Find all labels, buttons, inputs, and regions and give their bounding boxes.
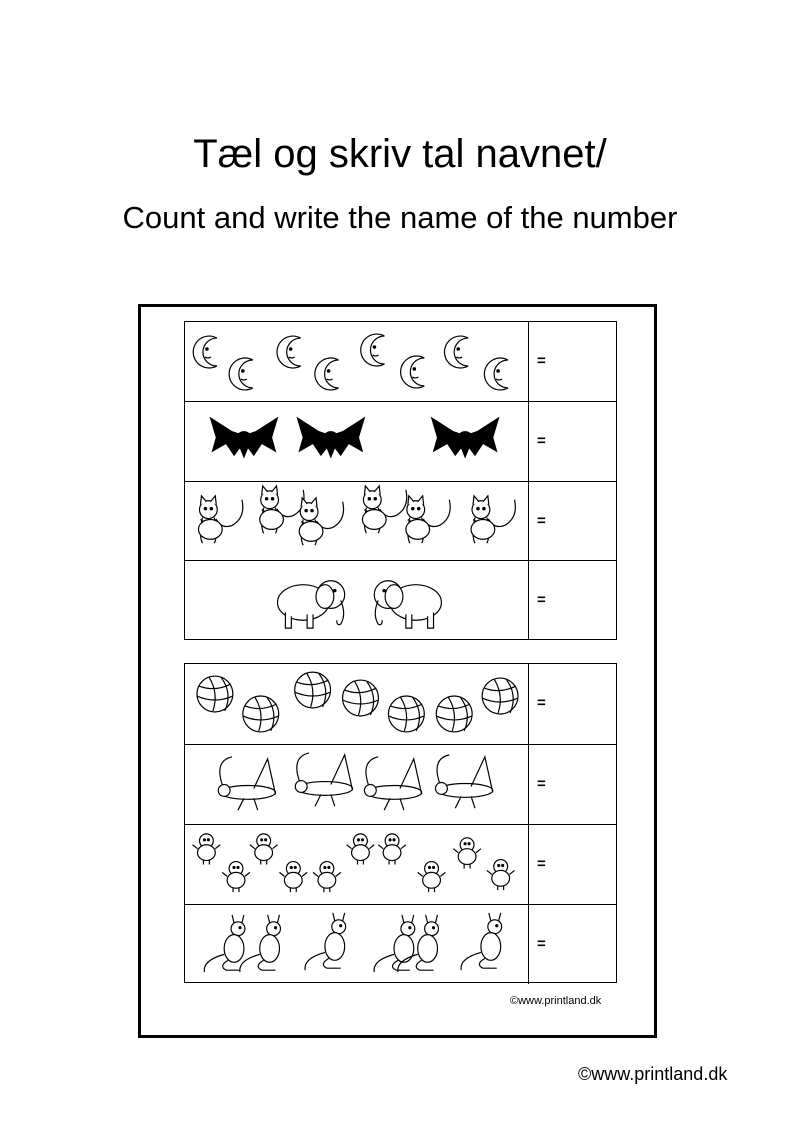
- grasshopper-icon: [218, 757, 275, 810]
- exercise-row: [185, 401, 616, 481]
- ball-icon: [295, 672, 331, 708]
- bat-icon: [432, 418, 499, 458]
- grasshopper-icon: [364, 757, 421, 810]
- chick-icon: [347, 834, 375, 865]
- exercise-table-1: [184, 321, 617, 640]
- chick-icon: [222, 862, 250, 893]
- chick-icon: [193, 834, 221, 865]
- exercise-row: [185, 904, 616, 984]
- equals-sign: =: [537, 512, 546, 530]
- moon-icon: [444, 336, 468, 368]
- chick-icon: [487, 860, 515, 891]
- kangaroo-icon: [240, 915, 281, 972]
- elephant-pictures: [185, 561, 529, 640]
- grasshopper-icon: [295, 753, 352, 806]
- grasshopper-pictures: [185, 745, 529, 824]
- moon-icon: [401, 356, 425, 388]
- moon-icon: [277, 336, 301, 368]
- bat-icon: [210, 418, 277, 458]
- moon-icon: [229, 358, 253, 390]
- chick-icon: [313, 862, 341, 893]
- worksheet-credit: ©www.printland.dk: [510, 995, 602, 1007]
- equals-sign: =: [537, 775, 546, 793]
- moon-icon: [361, 334, 385, 366]
- cat-icon: [199, 496, 243, 543]
- kangaroo-icon: [305, 913, 346, 970]
- exercise-row: [185, 322, 616, 402]
- chick-icon: [453, 838, 481, 869]
- bat-icon: [297, 418, 364, 458]
- equals-sign: =: [537, 591, 546, 609]
- exercise-table-2: [184, 663, 617, 983]
- equals-sign: =: [537, 935, 546, 953]
- moon-icon: [193, 336, 217, 368]
- cat-icon: [471, 496, 515, 543]
- page-subtitle: Count and write the name of the number: [122, 200, 678, 235]
- chick-icon: [250, 834, 278, 865]
- chick-icon: [279, 862, 307, 893]
- cat-pictures: [185, 482, 529, 561]
- ball-icon: [388, 696, 424, 732]
- elephant-icon: [374, 581, 441, 628]
- moon-icon: [315, 358, 339, 390]
- page-credit: ©www.printland.dk: [578, 1064, 728, 1084]
- chick-icon: [418, 862, 446, 893]
- exercise-row: [185, 744, 616, 824]
- ball-icon: [482, 678, 518, 714]
- moon-icon: [484, 358, 508, 390]
- exercise-row: [185, 664, 616, 744]
- cat-icon: [406, 496, 450, 543]
- kangaroo-icon: [461, 913, 502, 970]
- moon-pictures: [185, 322, 529, 402]
- exercise-row: [185, 481, 616, 561]
- cat-icon: [299, 498, 343, 545]
- cat-icon: [260, 486, 304, 533]
- ball-icon: [436, 696, 472, 732]
- kangaroo-icon: [204, 915, 245, 972]
- exercise-row: [185, 824, 616, 904]
- equals-sign: =: [537, 352, 546, 370]
- grasshopper-icon: [436, 755, 493, 808]
- cat-icon: [362, 486, 406, 533]
- elephant-icon: [278, 581, 345, 628]
- ball-icon: [197, 676, 233, 712]
- bat-pictures: [185, 402, 529, 481]
- chick-icon: [378, 834, 406, 865]
- kangaroo-icon: [374, 915, 415, 972]
- equals-sign: =: [537, 694, 546, 712]
- equals-sign: =: [537, 855, 546, 873]
- exercise-row: [185, 560, 616, 640]
- kangaroo-pictures: [185, 905, 529, 984]
- ball-pictures: [185, 664, 529, 744]
- chick-pictures: [185, 825, 529, 904]
- ball-icon: [343, 680, 379, 716]
- ball-icon: [243, 696, 279, 732]
- page-title: Tæl og skriv tal navnet/: [193, 132, 607, 176]
- equals-sign: =: [537, 432, 546, 450]
